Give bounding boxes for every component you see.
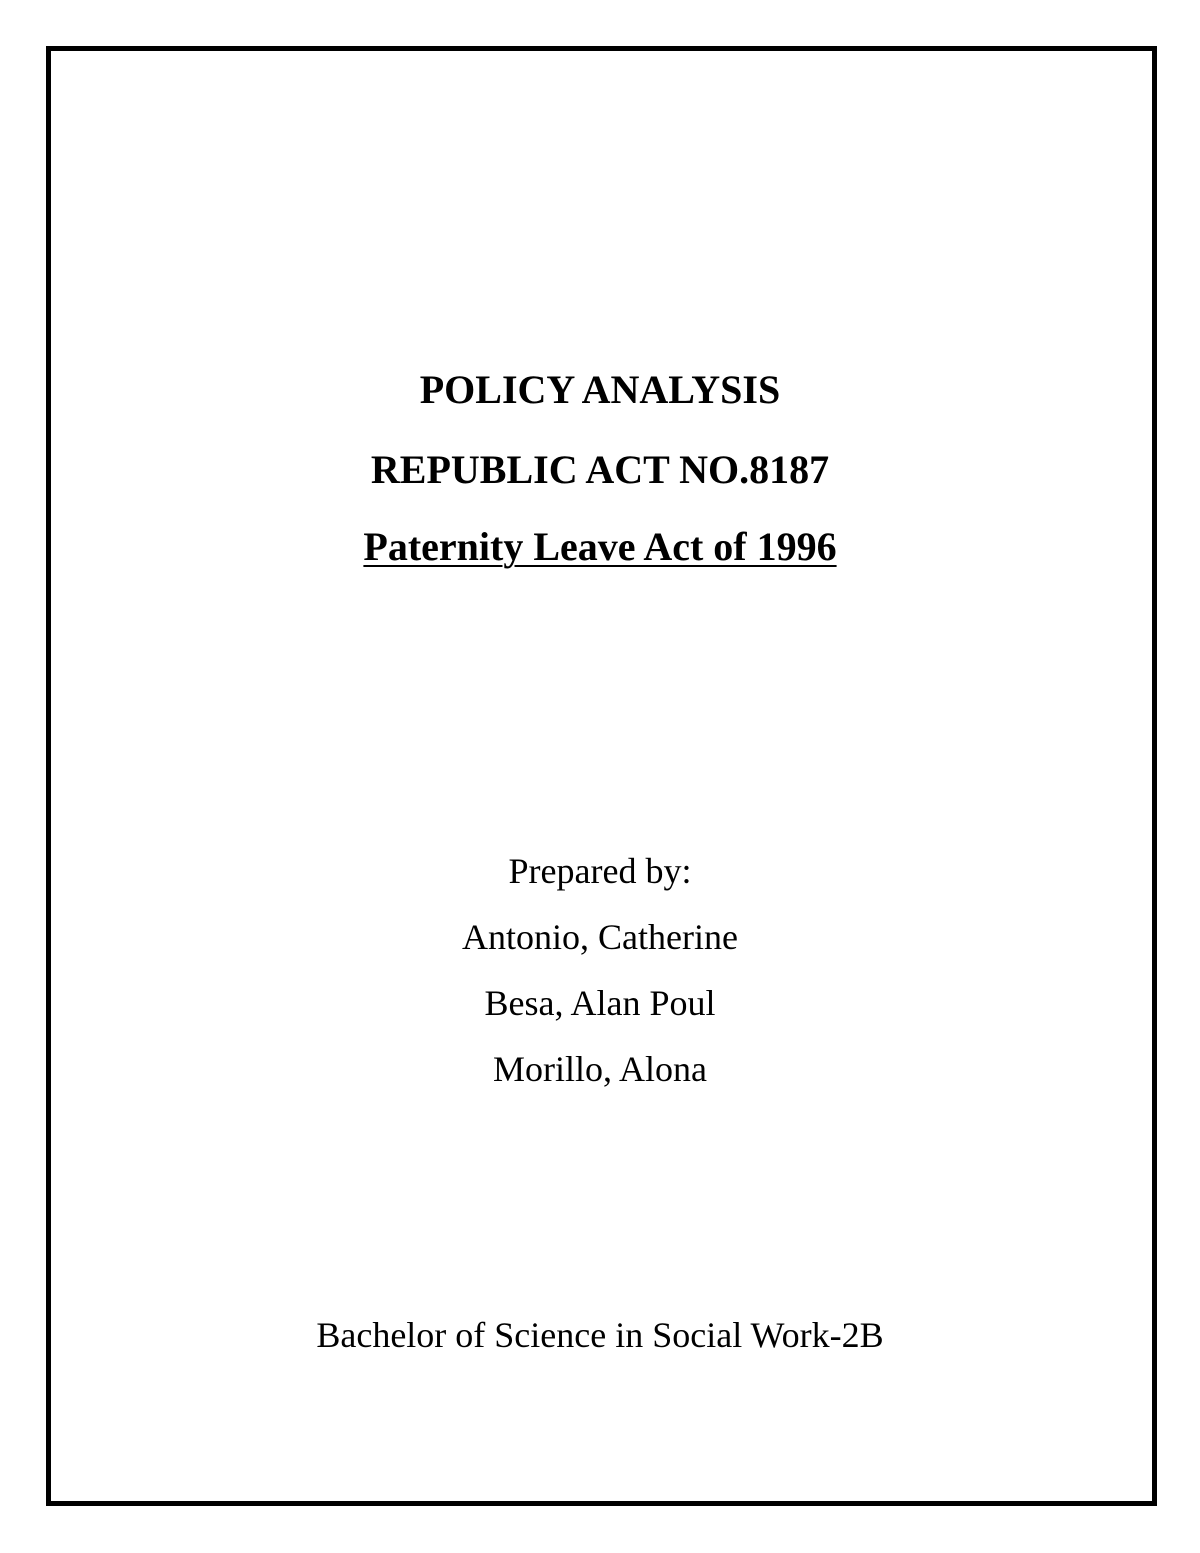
title-line-act-name: Paternity Leave Act of 1996	[363, 524, 837, 569]
page-border	[46, 46, 1157, 1506]
author-name: Antonio, Catherine	[462, 917, 738, 957]
author-name: Besa, Alan Poul	[484, 983, 716, 1023]
title-line-policy-analysis: POLICY ANALYSIS	[419, 367, 781, 412]
prepared-by-label: Prepared by:	[508, 851, 692, 891]
title-line-republic-act: REPUBLIC ACT NO.8187	[370, 447, 830, 492]
author-name: Morillo, Alona	[493, 1049, 707, 1089]
course-section: Bachelor of Science in Social Work-2B	[316, 1315, 884, 1355]
